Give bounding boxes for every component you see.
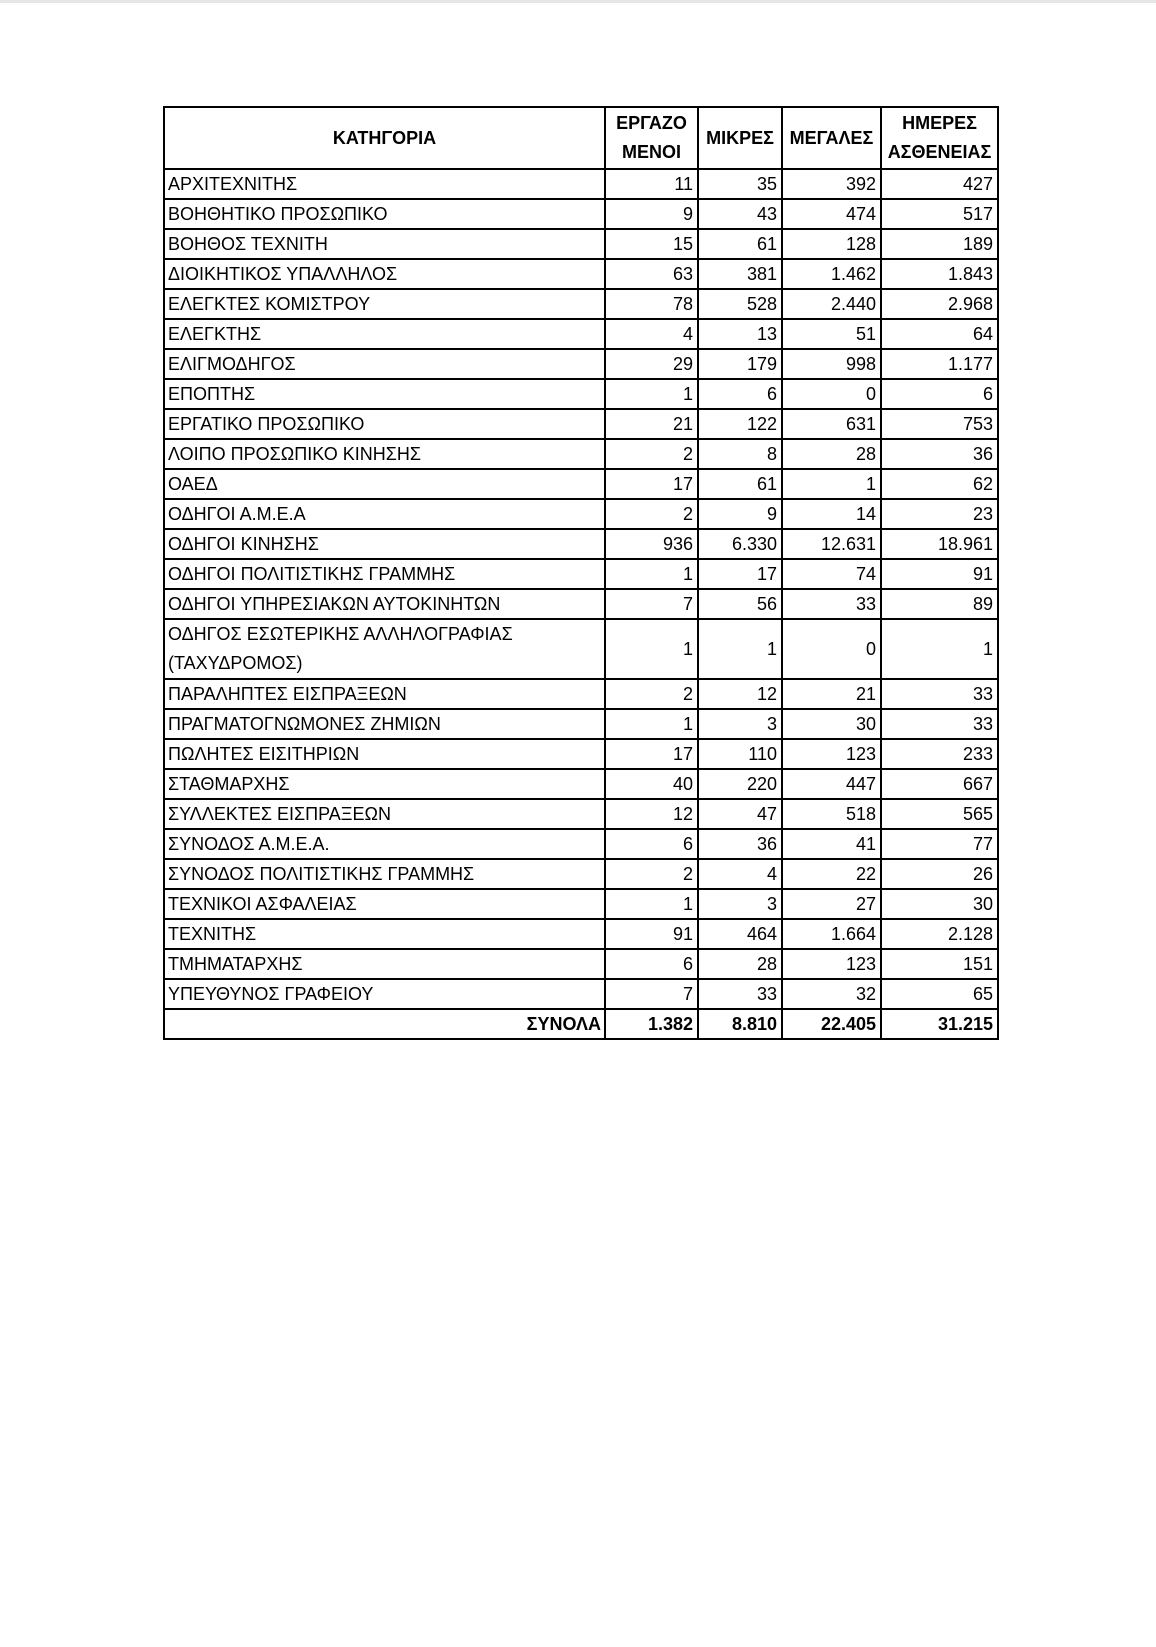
cell-large: 28	[782, 439, 881, 469]
totals-row	[164, 1009, 998, 1039]
table-row	[164, 799, 998, 829]
cell-category: ΟΑΕΔ	[164, 469, 605, 499]
cell-category: ΤΜΗΜΑΤΑΡΧΗΣ	[164, 949, 605, 979]
cell-category: ΤΕΧΝΙΚΟΙ ΑΣΦΑΛΕΙΑΣ	[164, 889, 605, 919]
table-row	[164, 739, 998, 769]
cell-large: 0	[782, 619, 881, 679]
table-row	[164, 769, 998, 799]
cell-sick-days: 64	[881, 319, 998, 349]
cell-sick-days: 89	[881, 589, 998, 619]
table-row	[164, 889, 998, 919]
cell-large: 27	[782, 889, 881, 919]
table-row	[164, 319, 998, 349]
cell-sick-days: 1.843	[881, 259, 998, 289]
cell-category: ΣΤΑΘΜΑΡΧΗΣ	[164, 769, 605, 799]
cell-sick-days: 33	[881, 679, 998, 709]
cell-large: 1	[782, 469, 881, 499]
cell-employees: 4	[605, 319, 698, 349]
cell-category: ΑΡΧΙΤΕΧΝΙΤΗΣ	[164, 169, 605, 199]
table-row	[164, 439, 998, 469]
table-row	[164, 679, 998, 709]
cell-employees: 9	[605, 199, 698, 229]
cell-employees: 1	[605, 889, 698, 919]
cell-category: ΔΙΟΙΚΗΤΙΚΟΣ ΥΠΑΛΛΗΛΟΣ	[164, 259, 605, 289]
table-row	[164, 199, 998, 229]
cell-large: 21	[782, 679, 881, 709]
cell-sick-days: 33	[881, 709, 998, 739]
table-header-row	[164, 107, 998, 169]
cell-large: 128	[782, 229, 881, 259]
cell-employees: 2	[605, 439, 698, 469]
header-category-label: ΚΑΤΗΓΟΡΙΑ	[332, 127, 437, 148]
cell-employees: 11	[605, 169, 698, 199]
cell-sick-days: 565	[881, 799, 998, 829]
cell-small: 1	[698, 619, 782, 679]
cell-employees: 2	[605, 859, 698, 889]
cell-large: 2.440	[782, 289, 881, 319]
cell-large: 631	[782, 409, 881, 439]
table-row	[164, 919, 998, 949]
table-row	[164, 589, 998, 619]
cell-employees: 6	[605, 949, 698, 979]
cell-category: ΣΥΝΟΔΟΣ Α.Μ.Ε.Α.	[164, 829, 605, 859]
cell-large: 41	[782, 829, 881, 859]
cell-small: 43	[698, 199, 782, 229]
cell-sick-days: 427	[881, 169, 998, 199]
cell-sick-days: 1	[881, 619, 998, 679]
table-row	[164, 379, 998, 409]
cell-large: 1.664	[782, 919, 881, 949]
table-row	[164, 469, 998, 499]
cell-category: ΠΑΡΑΛΗΠΤΕΣ ΕΙΣΠΡΑΞΕΩΝ	[164, 679, 605, 709]
cell-employees: 7	[605, 589, 698, 619]
cell-small: 220	[698, 769, 782, 799]
cell-small: 61	[698, 469, 782, 499]
cell-small: 35	[698, 169, 782, 199]
cell-small: 47	[698, 799, 782, 829]
cell-small: 122	[698, 409, 782, 439]
cell-small: 6	[698, 379, 782, 409]
cell-category: ΕΠΟΠΤΗΣ	[164, 379, 605, 409]
cell-small: 464	[698, 919, 782, 949]
header-large	[782, 107, 881, 169]
cell-sick-days: 77	[881, 829, 998, 859]
header-employees	[605, 107, 698, 169]
cell-employees: 1	[605, 379, 698, 409]
cell-category: ΠΩΛΗΤΕΣ ΕΙΣΙΤΗΡΙΩΝ	[164, 739, 605, 769]
cell-employees: 2	[605, 679, 698, 709]
cell-employees: 15	[605, 229, 698, 259]
cell-sick-days: 189	[881, 229, 998, 259]
cell-sick-days: 18.961	[881, 529, 998, 559]
cell-small: 13	[698, 319, 782, 349]
cell-large: 22	[782, 859, 881, 889]
cell-employees: 29	[605, 349, 698, 379]
cell-category: ΟΔΗΓΟΣ ΕΣΩΤΕΡΙΚΗΣ ΑΛΛΗΛΟΓΡΑΦΙΑΣ (ΤΑΧΥΔΡΟΜΟΣ)	[164, 619, 605, 679]
table-row	[164, 349, 998, 379]
table-row	[164, 229, 998, 259]
cell-small: 17	[698, 559, 782, 589]
header-small-label: ΜΙΚΡΕΣ	[706, 127, 774, 148]
table-body	[164, 169, 998, 1039]
cell-large: 392	[782, 169, 881, 199]
cell-category: ΟΔΗΓΟΙ Α.Μ.Ε.Α	[164, 499, 605, 529]
table-row	[164, 259, 998, 289]
table-row	[164, 169, 998, 199]
cell-large: 1.462	[782, 259, 881, 289]
totals-large: 22.405	[782, 1009, 881, 1039]
cell-small: 9	[698, 499, 782, 529]
cell-small: 28	[698, 949, 782, 979]
cell-employees: 21	[605, 409, 698, 439]
cell-category: ΥΠΕΥΘΥΝΟΣ ΓΡΑΦΕΙΟΥ	[164, 979, 605, 1009]
document-page	[163, 106, 999, 1040]
cell-employees: 17	[605, 469, 698, 499]
cell-large: 474	[782, 199, 881, 229]
header-sick-days-line1: ΗΜΕΡΕΣ	[902, 113, 977, 133]
cell-category: ΕΛΕΓΚΤΗΣ	[164, 319, 605, 349]
cell-employees: 1	[605, 709, 698, 739]
cell-category: ΟΔΗΓΟΙ ΚΙΝΗΣΗΣ	[164, 529, 605, 559]
cell-large: 14	[782, 499, 881, 529]
cell-large: 518	[782, 799, 881, 829]
table-row	[164, 409, 998, 439]
cell-employees: 12	[605, 799, 698, 829]
cell-employees: 7	[605, 979, 698, 1009]
cell-sick-days: 667	[881, 769, 998, 799]
cell-large: 30	[782, 709, 881, 739]
cell-small: 8	[698, 439, 782, 469]
table-row	[164, 709, 998, 739]
cell-employees: 40	[605, 769, 698, 799]
cell-large: 447	[782, 769, 881, 799]
cell-employees: 2	[605, 499, 698, 529]
cell-large: 123	[782, 949, 881, 979]
cell-large: 51	[782, 319, 881, 349]
cell-small: 4	[698, 859, 782, 889]
table-row	[164, 289, 998, 319]
cell-sick-days: 36	[881, 439, 998, 469]
cell-category: ΟΔΗΓΟΙ ΠΟΛΙΤΙΣΤΙΚΗΣ ΓΡΑΜΜΗΣ	[164, 559, 605, 589]
table-row	[164, 499, 998, 529]
cell-sick-days: 30	[881, 889, 998, 919]
cell-large: 32	[782, 979, 881, 1009]
totals-employees: 1.382	[605, 1009, 698, 1039]
cell-sick-days: 26	[881, 859, 998, 889]
table-row	[164, 829, 998, 859]
header-sick-days-line2: ΑΣΘΕΝΕΙΑΣ	[887, 142, 992, 162]
cell-employees: 78	[605, 289, 698, 319]
cell-category: ΕΛΕΓΚΤΕΣ ΚΟΜΙΣΤΡΟΥ	[164, 289, 605, 319]
cell-category: ΕΡΓΑΤΙΚΟ ΠΡΟΣΩΠΙΚΟ	[164, 409, 605, 439]
header-small	[698, 107, 782, 169]
cell-sick-days: 23	[881, 499, 998, 529]
header-sick-days	[881, 107, 998, 169]
cell-small: 12	[698, 679, 782, 709]
cell-employees: 91	[605, 919, 698, 949]
cell-category: ΟΔΗΓΟΙ ΥΠΗΡΕΣΙΑΚΩΝ ΑΥΤΟΚΙΝΗΤΩΝ	[164, 589, 605, 619]
cell-small: 33	[698, 979, 782, 1009]
cell-small: 3	[698, 889, 782, 919]
cell-large: 0	[782, 379, 881, 409]
cell-sick-days: 6	[881, 379, 998, 409]
cell-large: 12.631	[782, 529, 881, 559]
cell-sick-days: 65	[881, 979, 998, 1009]
cell-sick-days: 2.128	[881, 919, 998, 949]
table-row	[164, 859, 998, 889]
table-row	[164, 559, 998, 589]
cell-small: 56	[698, 589, 782, 619]
totals-label: ΣΥΝΟΛΑ	[164, 1009, 605, 1039]
cell-large: 74	[782, 559, 881, 589]
cell-employees: 6	[605, 829, 698, 859]
cell-small: 36	[698, 829, 782, 859]
cell-category: ΣΥΝΟΔΟΣ ΠΟΛΙΤΙΣΤΙΚΗΣ ΓΡΑΜΜΗΣ	[164, 859, 605, 889]
header-employees-line2: ΜΕΝΟΙ	[621, 142, 681, 162]
table-row	[164, 529, 998, 559]
table-row	[164, 619, 998, 679]
totals-days: 31.215	[881, 1009, 998, 1039]
cell-sick-days: 91	[881, 559, 998, 589]
cell-large: 33	[782, 589, 881, 619]
cell-employees: 936	[605, 529, 698, 559]
cell-small: 110	[698, 739, 782, 769]
totals-small: 8.810	[698, 1009, 782, 1039]
cell-sick-days: 753	[881, 409, 998, 439]
cell-category: ΣΥΛΛΕΚΤΕΣ ΕΙΣΠΡΑΞΕΩΝ	[164, 799, 605, 829]
header-large-label: ΜΕΓΑΛΕΣ	[789, 127, 874, 148]
cell-sick-days: 1.177	[881, 349, 998, 379]
cell-small: 61	[698, 229, 782, 259]
cell-large: 123	[782, 739, 881, 769]
cell-sick-days: 517	[881, 199, 998, 229]
cell-category: ΕΛΙΓΜΟΔΗΓΟΣ	[164, 349, 605, 379]
table-row	[164, 949, 998, 979]
table-row	[164, 979, 998, 1009]
cell-category: ΒΟΗΘΟΣ ΤΕΧΝΙΤΗ	[164, 229, 605, 259]
cell-employees: 63	[605, 259, 698, 289]
sick-leave-table	[163, 106, 999, 1040]
cell-sick-days: 62	[881, 469, 998, 499]
cell-employees: 1	[605, 559, 698, 589]
cell-small: 3	[698, 709, 782, 739]
cell-sick-days: 2.968	[881, 289, 998, 319]
cell-category: ΠΡΑΓΜΑΤΟΓΝΩΜΟΝΕΣ ΖΗΜΙΩΝ	[164, 709, 605, 739]
cell-category: ΒΟΗΘΗΤΙΚΟ ΠΡΟΣΩΠΙΚΟ	[164, 199, 605, 229]
cell-small: 6.330	[698, 529, 782, 559]
page-top-edge	[0, 0, 1156, 3]
cell-large: 998	[782, 349, 881, 379]
header-employees-line1: ΕΡΓΑΖΟ	[616, 113, 687, 133]
cell-small: 528	[698, 289, 782, 319]
cell-small: 381	[698, 259, 782, 289]
cell-employees: 1	[605, 619, 698, 679]
cell-employees: 17	[605, 739, 698, 769]
header-category	[164, 107, 605, 169]
cell-category: ΤΕΧΝΙΤΗΣ	[164, 919, 605, 949]
cell-sick-days: 151	[881, 949, 998, 979]
cell-category: ΛΟΙΠΟ ΠΡΟΣΩΠΙΚΟ ΚΙΝΗΣΗΣ	[164, 439, 605, 469]
cell-sick-days: 233	[881, 739, 998, 769]
cell-small: 179	[698, 349, 782, 379]
